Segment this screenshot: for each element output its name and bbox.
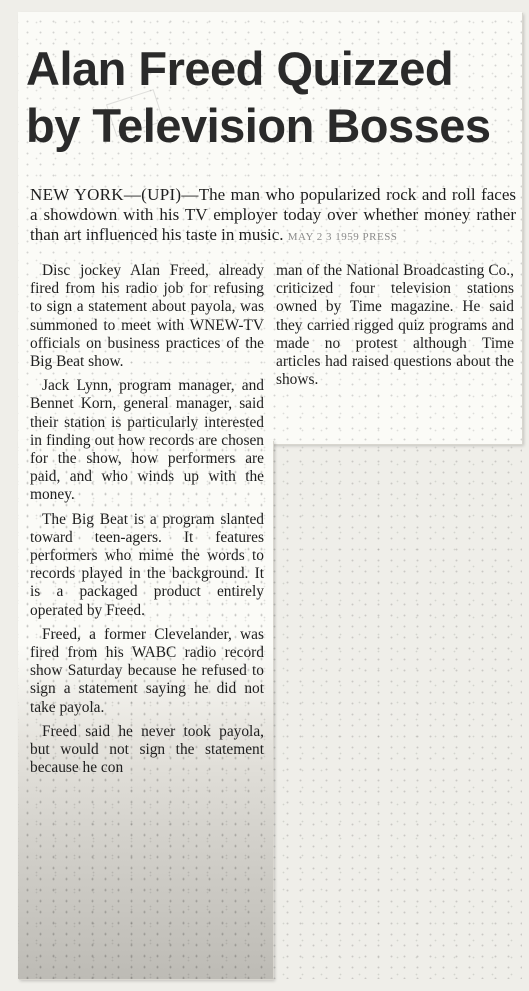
headline-line-2: by Television Bosses xyxy=(26,99,491,153)
lead-text: The man who popularized rock and roll faces a showdown with his TV employer today over whether money rather than art influenced his taste in music. xyxy=(30,185,516,244)
paragraph: Freed said he never took payola, but would not sign the statement because he con xyxy=(30,722,264,777)
paragraph: Disc jockey Alan Freed, already fired from his radio job for refusing to sign a statement about payola, was summoned to meet with WNEW-TV officials on business practices of the Big Beat show. xyxy=(30,262,264,371)
paragraph: Jack Lynn, program manager, and Bennet Korn, general manager, said their station is particularly interested in finding out how records are chosen for the show, how performers are paid, and who winds up with the money. xyxy=(30,377,264,504)
paragraph: Freed, a former Clevelander, was fired from his WABC radio record show Saturday because he refused to sign a statement saying he did not take payola. xyxy=(30,625,264,716)
paragraph: man of the National Broadcasting Co., criticized four television stations owned by Time magazine. He said they carried rigged quiz programs and made no protest although Time articles had raised questions about the shows. xyxy=(276,262,514,389)
date-stamp: MAY 2 3 1959 PRESS xyxy=(287,231,398,243)
article-headline xyxy=(26,40,516,155)
left-column xyxy=(30,262,264,783)
article-lead-paragraph xyxy=(30,185,516,247)
dateline: NEW YORK—(UPI)— xyxy=(30,185,199,204)
right-column xyxy=(276,262,514,395)
headline-line-1: Alan Freed Quizzed xyxy=(26,42,454,95)
paragraph: The Big Beat is a program slanted toward teen-agers. It features performers who mime the words to records played in the background. It is a packaged product entirely operated by Freed. xyxy=(30,510,264,619)
